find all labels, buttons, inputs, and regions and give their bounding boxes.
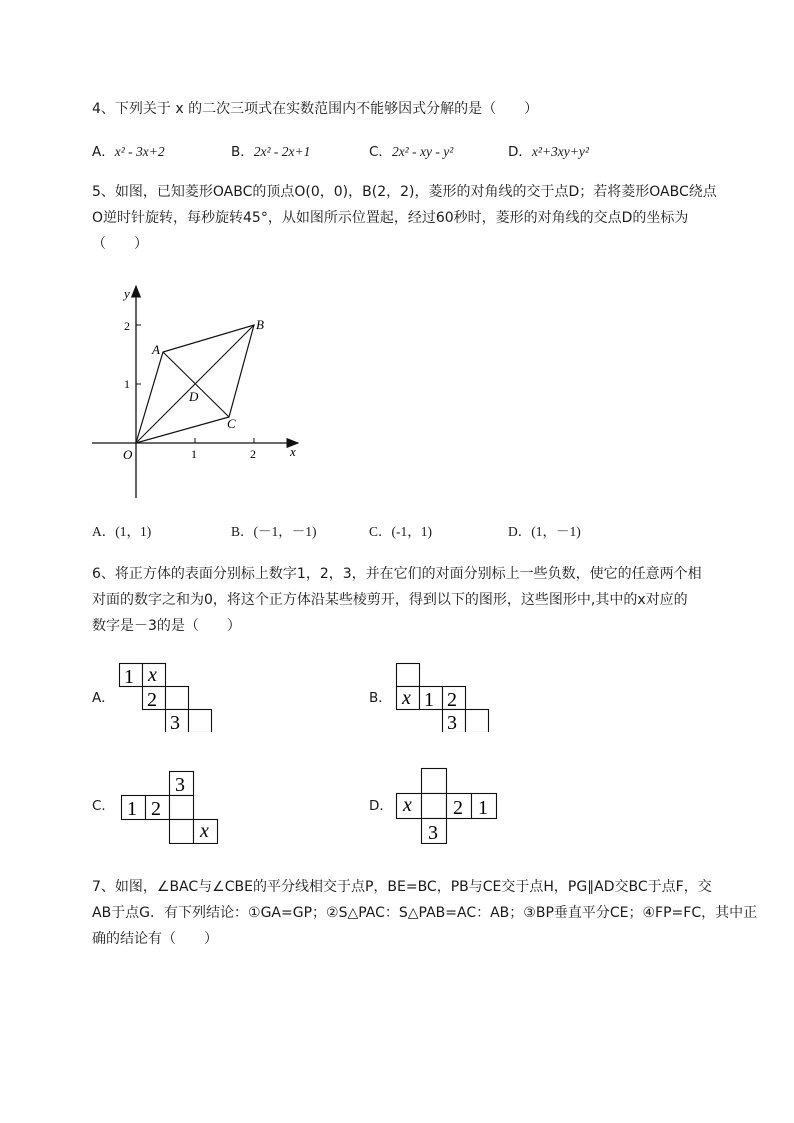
point-b-label: B bbox=[256, 317, 264, 332]
q6-option-d-letter[interactable]: D． bbox=[369, 798, 393, 814]
q6-option-d-net[interactable] bbox=[395, 767, 499, 844]
point-c-label: C bbox=[227, 416, 236, 431]
q6-option-a-letter[interactable]: A． bbox=[92, 690, 115, 706]
tick-label-x1: 1 bbox=[191, 447, 197, 461]
net-d-cell-2: 2 bbox=[453, 797, 463, 819]
q7-stem-line3: 确的结论有（ ） bbox=[92, 931, 218, 947]
q7-stem-line1: 7、如图，∠BAC与∠CBE的平分线相交于点P，BE=BC，PB与CE交于点H，PG∥AD交BC于点F，交 bbox=[92, 879, 712, 895]
tick-label-x2: 2 bbox=[250, 447, 256, 461]
net-d-cell-x: x bbox=[403, 794, 412, 816]
axis-y-label: y bbox=[124, 286, 130, 301]
q4-stem: 4、下列关于 x 的二次三项式在实数范围内不能够因式分解的是（ ） bbox=[92, 101, 539, 117]
tick-label-y1: 1 bbox=[124, 377, 130, 391]
q6-option-b-net[interactable] bbox=[395, 662, 491, 732]
q6-option-a-net[interactable] bbox=[118, 662, 214, 732]
diagonal-ac bbox=[163, 352, 229, 417]
q5-stem-line1: 5、如图，已知菱形OABC的顶点O(0，0)，B(2，2)，菱形的对角线的交于点D；若将菱形OABC绕点 bbox=[92, 184, 717, 200]
q6-stem-line3: 数字是－3的是（ ） bbox=[92, 618, 241, 634]
net-c-cell-1: 1 bbox=[127, 798, 137, 820]
q6-stem-line2: 对面的数字之和为0，将这个正方体沿某些棱剪开，得到以下的图形，这些图形中,其中的x对应的 bbox=[92, 592, 688, 608]
net-c-cell-x: x bbox=[200, 820, 209, 842]
net-a-cell-3: 3 bbox=[170, 712, 180, 732]
q6-option-b-letter[interactable]: B． bbox=[369, 690, 392, 706]
net-b-cell-3: 3 bbox=[447, 712, 457, 732]
q5-rhombus-figure bbox=[88, 280, 308, 505]
origin-label: O bbox=[123, 447, 133, 462]
q4-option-a[interactable]: A．x² - 3x+2 bbox=[92, 144, 165, 160]
q5-stem-line2: O逆时针旋转，每秒旋转45°，从如图所示位置起，经过60秒时，菱形的对角线的交点D的坐标为 bbox=[92, 210, 689, 226]
q6-option-c-letter[interactable]: C． bbox=[92, 798, 115, 814]
q4-option-b[interactable]: B．2x² - 2x+1 bbox=[231, 144, 311, 160]
net-a-cell-1: 1 bbox=[124, 666, 134, 688]
net-a-cell-x: x bbox=[148, 664, 157, 686]
q4-option-c[interactable]: C．2x² - xy - y² bbox=[369, 144, 454, 160]
q5-stem-line3: （ ） bbox=[92, 236, 148, 252]
point-d-label: D bbox=[189, 389, 199, 404]
q5-option-a[interactable]: A．(1，1) bbox=[92, 524, 152, 539]
net-c-cell-3: 3 bbox=[175, 774, 185, 796]
net-b-cell-1: 1 bbox=[424, 689, 434, 711]
q6-option-c-net[interactable] bbox=[118, 770, 220, 844]
net-b-cell-x: x bbox=[402, 687, 411, 709]
q5-option-b[interactable]: B．(－1，－1) bbox=[231, 524, 317, 539]
q7-stem-line2: AB于点G．有下列结论：①GA=GP；②S△PAC：S△PAB=AC：AB；③BP垂直平分CE；④FP=FC，其中正 bbox=[92, 905, 758, 921]
net-b-cell-2: 2 bbox=[447, 689, 457, 711]
net-c-cell-2: 2 bbox=[151, 798, 161, 820]
q6-stem-line1: 6、将正方体的表面分别标上数字1，2，3，并在它们的对面分别标上一些负数，使它的任意两个相 bbox=[92, 566, 702, 582]
q5-option-d[interactable]: D．(1，－1) bbox=[508, 524, 581, 539]
tick-label-y2: 2 bbox=[124, 319, 130, 333]
net-a-cell-2: 2 bbox=[147, 689, 157, 711]
q5-option-c[interactable]: C．(-1，1) bbox=[369, 524, 433, 539]
q4-option-d[interactable]: D．x²+3xy+y² bbox=[508, 144, 589, 160]
axis-x-label: x bbox=[290, 444, 296, 459]
net-d-cell-3: 3 bbox=[428, 822, 438, 844]
net-d-cell-1: 1 bbox=[478, 797, 488, 819]
point-a-label: A bbox=[152, 342, 160, 357]
